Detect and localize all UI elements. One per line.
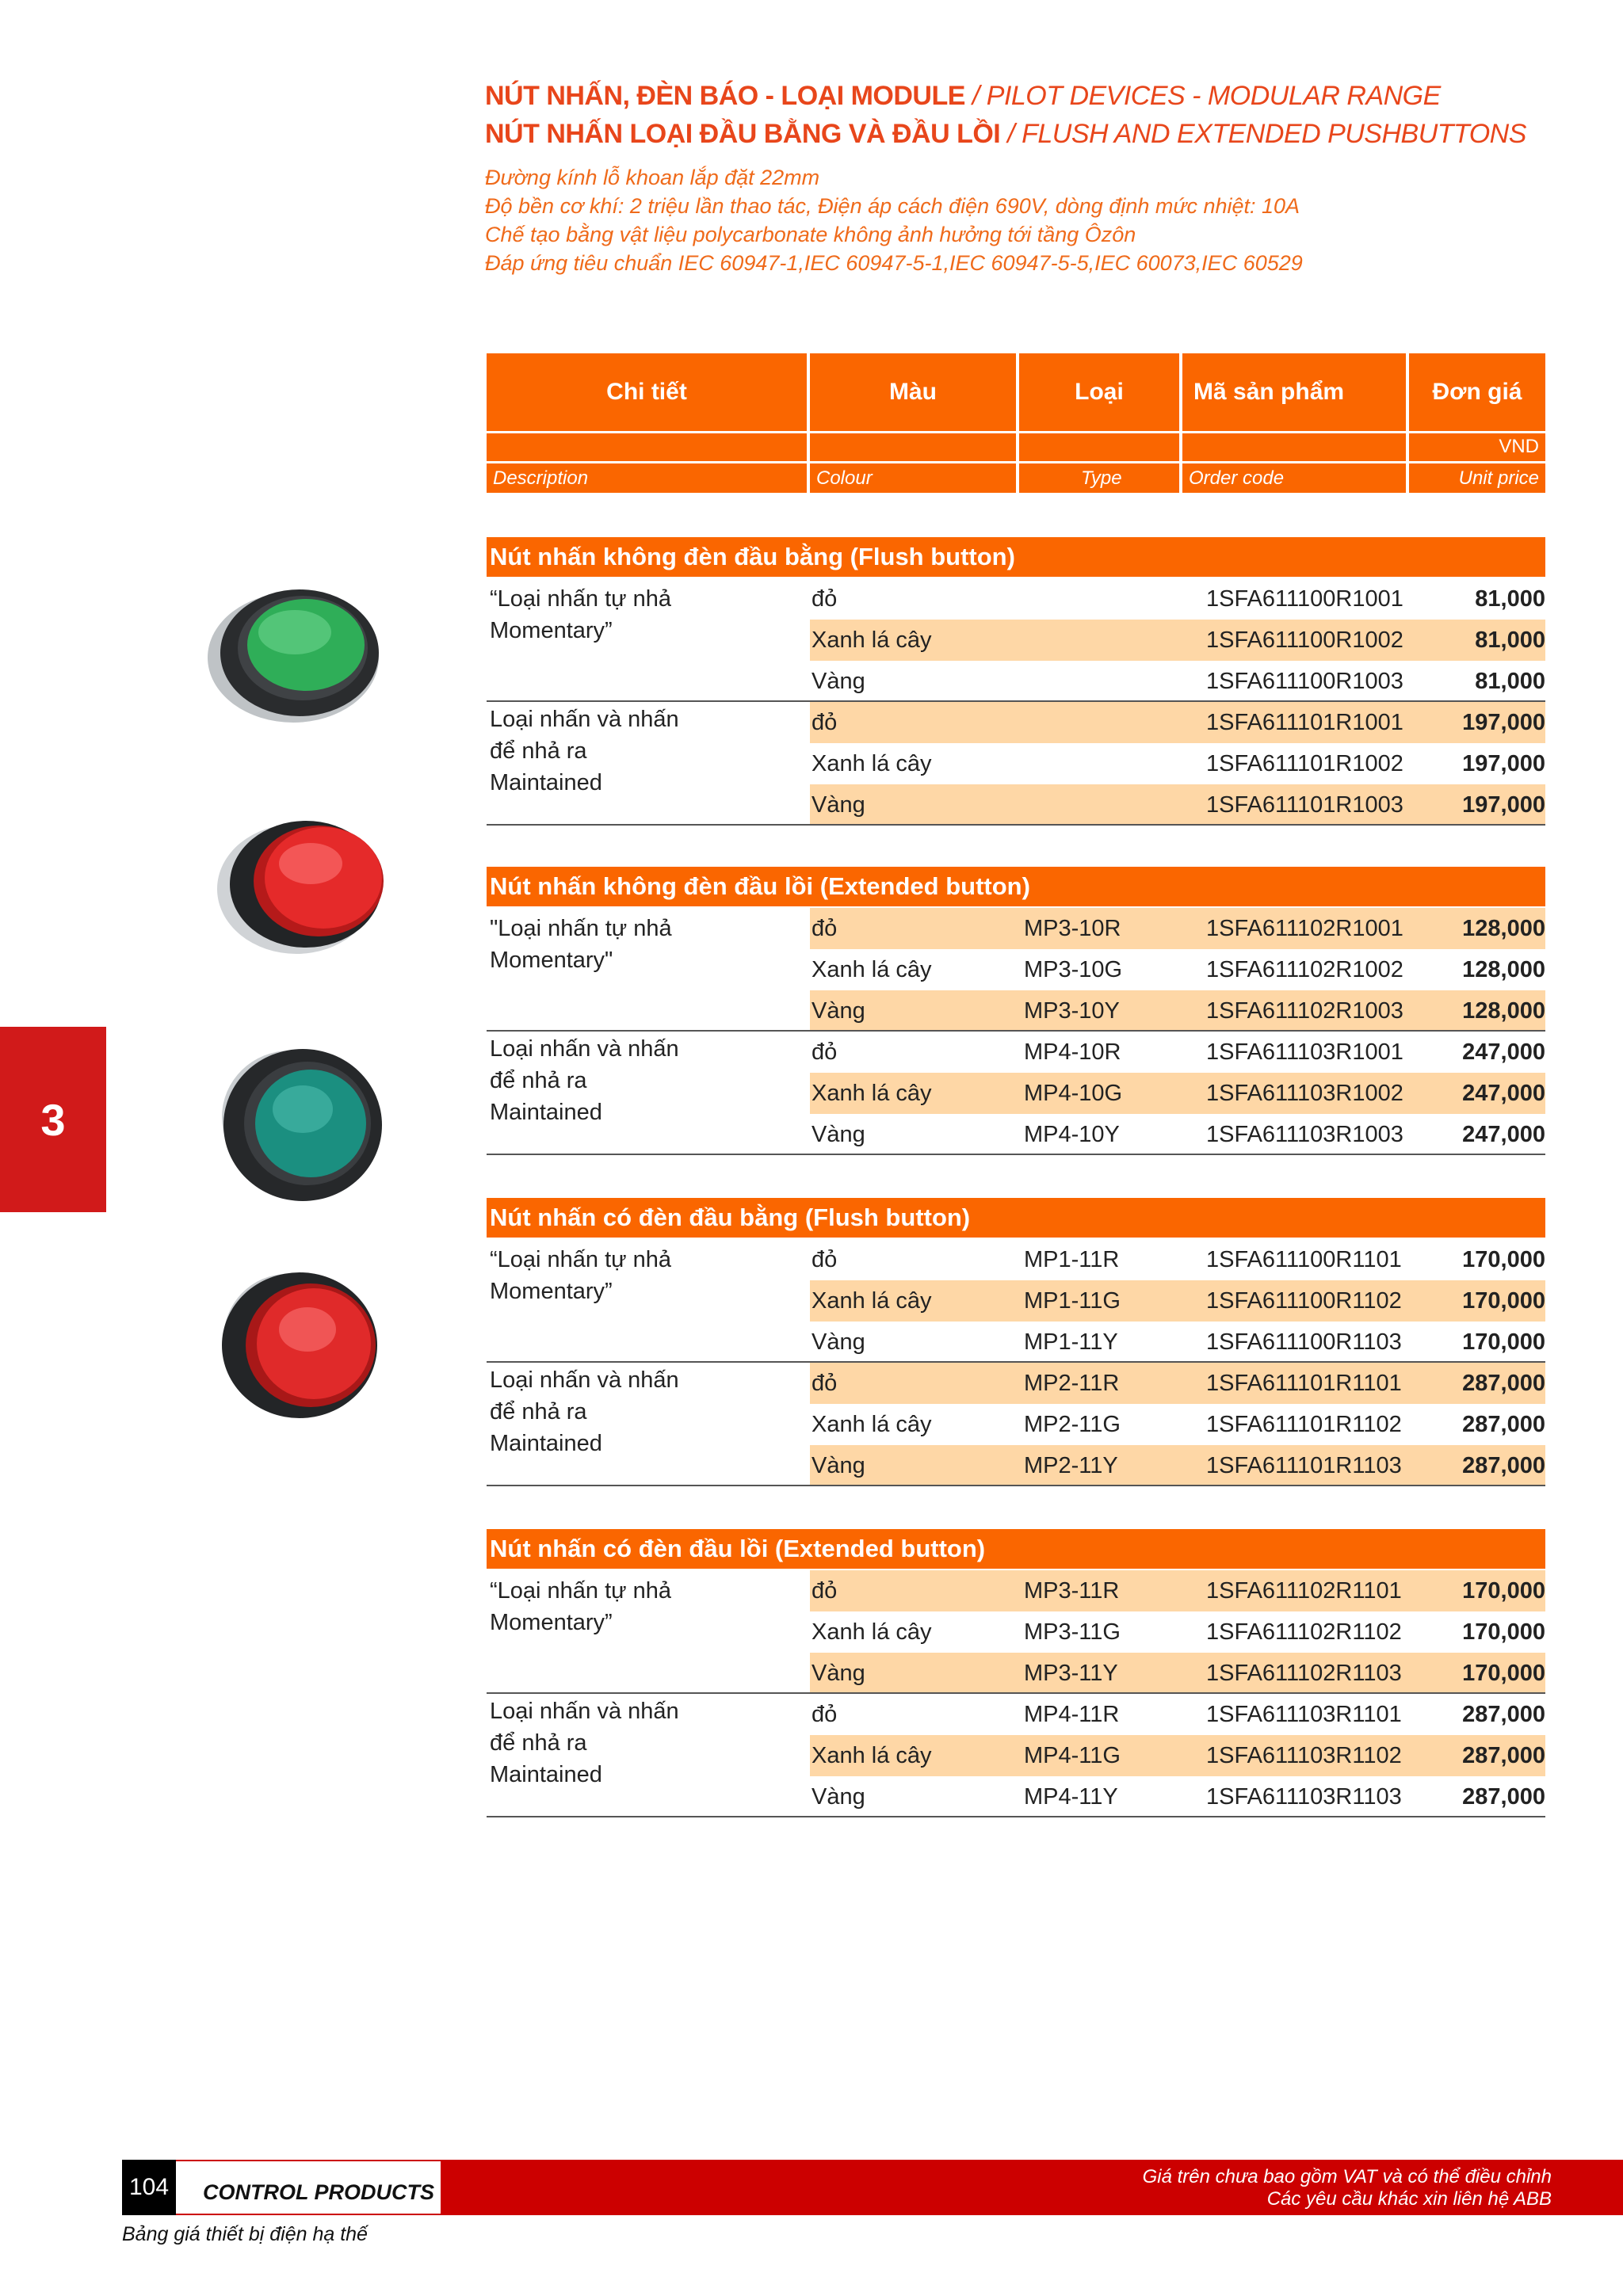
order-code-cell: 1SFA611102R1003 — [1206, 998, 1403, 1024]
group-divider — [487, 1361, 1545, 1363]
page-number: 104 — [122, 2160, 176, 2215]
price-cell: 247,000 — [1462, 1122, 1545, 1147]
price-cell: 287,000 — [1462, 1702, 1545, 1727]
price-cell: 197,000 — [1462, 792, 1545, 818]
colour-cell: Vàng — [812, 998, 865, 1024]
group-divider — [487, 1030, 1545, 1032]
order-code-cell: 1SFA611101R1003 — [1206, 792, 1403, 818]
price-cell: 128,000 — [1462, 957, 1545, 982]
order-code-cell: 1SFA611103R1103 — [1206, 1784, 1402, 1810]
colour-cell: Xanh lá cây — [812, 627, 932, 653]
chapter-tab: 3 — [0, 1027, 106, 1212]
order-code-cell: 1SFA611101R1001 — [1206, 710, 1403, 735]
title-en: / PILOT DEVICES - MODULAR RANGE — [964, 81, 1441, 111]
price-cell: 287,000 — [1462, 1784, 1545, 1810]
type-cell: MP3-10Y — [1024, 998, 1120, 1024]
type-cell: MP4-10Y — [1024, 1122, 1120, 1147]
colour-cell: Xanh lá cây — [812, 1288, 932, 1314]
colour-cell: Vàng — [812, 792, 865, 818]
price-cell: 247,000 — [1462, 1081, 1545, 1106]
order-code-cell: 1SFA611103R1003 — [1206, 1122, 1403, 1147]
price-cell: 170,000 — [1462, 1578, 1545, 1604]
order-code-cell: 1SFA611103R1002 — [1206, 1081, 1403, 1106]
section-title: Nút nhấn có đèn đầu bằng (Flush button) — [487, 1198, 1545, 1238]
header-colour: Màu Colour — [810, 353, 1016, 493]
product-section — [487, 1198, 1545, 1478]
product-section — [487, 1529, 1545, 1810]
price-cell: 81,000 — [1475, 669, 1545, 694]
price-cell: 128,000 — [1462, 998, 1545, 1024]
type-cell: MP3-10R — [1024, 916, 1121, 941]
green-flush-button-image — [200, 569, 390, 727]
row-group-description: “Loại nhấn tự nhả Momentary” — [490, 1247, 672, 1304]
price-cell: 170,000 — [1462, 1661, 1545, 1686]
price-cell: 128,000 — [1462, 916, 1545, 941]
red-illuminated-button-image — [204, 1252, 395, 1434]
order-code-cell: 1SFA611102R1001 — [1206, 916, 1403, 941]
section-bottom-rule — [487, 824, 1545, 826]
section-title: Nút nhấn có đèn đầu lồi (Extended button) — [487, 1529, 1545, 1569]
footer-note — [1143, 2166, 1552, 2210]
section-bottom-rule — [487, 1154, 1545, 1155]
price-cell: 287,000 — [1462, 1412, 1545, 1437]
colour-cell: đỏ — [812, 1247, 838, 1272]
colour-cell: Xanh lá cây — [812, 1743, 932, 1768]
page-subtitle — [485, 119, 1526, 150]
order-code-cell: 1SFA611100R1003 — [1206, 669, 1403, 694]
type-cell: MP4-10R — [1024, 1039, 1121, 1065]
table-header — [487, 353, 1545, 493]
price-cell: 287,000 — [1462, 1743, 1545, 1768]
order-code-cell: 1SFA611101R1102 — [1206, 1412, 1402, 1437]
type-cell: MP1-11R — [1024, 1247, 1120, 1272]
subtitle-vi: NÚT NHẤN LOẠI ĐẦU BẰNG VÀ ĐẦU LỒI — [485, 119, 1001, 149]
colour-cell: Xanh lá cây — [812, 751, 932, 776]
order-code-cell: 1SFA611100R1001 — [1206, 586, 1403, 612]
row-group-description: Loại nhấn và nhấn để nhả ra Maintained — [490, 1036, 679, 1125]
colour-cell: Xanh lá cây — [812, 1081, 932, 1106]
type-cell: MP3-11Y — [1024, 1661, 1118, 1686]
row-group-description: “Loại nhấn tự nhả Momentary” — [490, 1578, 672, 1635]
order-code-cell: 1SFA611102R1103 — [1206, 1661, 1402, 1686]
price-cell: 287,000 — [1462, 1371, 1545, 1396]
colour-cell: đỏ — [812, 1702, 838, 1727]
header-description: Chi tiết Description — [487, 353, 807, 493]
colour-cell: Xanh lá cây — [812, 1412, 932, 1437]
table-row — [487, 990, 1545, 1032]
spec-line: Chế tạo bằng vật liệu polycarbonate không ảnh hưởng tới tầng Ôzôn — [485, 223, 1136, 246]
red-extended-button-image — [208, 795, 398, 962]
colour-cell: đỏ — [812, 710, 838, 735]
table-row — [487, 1322, 1545, 1363]
table-row — [487, 661, 1545, 702]
price-cell: 81,000 — [1475, 627, 1545, 653]
colour-cell: đỏ — [812, 586, 838, 612]
order-code-cell: 1SFA611103R1102 — [1206, 1743, 1402, 1768]
type-cell: MP3-11R — [1024, 1578, 1120, 1604]
order-code-cell: 1SFA611102R1002 — [1206, 957, 1403, 982]
table-row — [487, 1653, 1545, 1694]
colour-cell: Vàng — [812, 669, 865, 694]
colour-cell: Xanh lá cây — [812, 1619, 932, 1645]
type-cell: MP3-10G — [1024, 957, 1123, 982]
type-cell: MP2-11Y — [1024, 1453, 1118, 1478]
order-code-cell: 1SFA611100R1102 — [1206, 1288, 1402, 1314]
colour-cell: Vàng — [812, 1329, 865, 1355]
section-title: Nút nhấn không đèn đầu lồi (Extended button) — [487, 867, 1545, 906]
header-type: Loại Type — [1019, 353, 1179, 493]
order-code-cell: 1SFA611101R1002 — [1206, 751, 1403, 776]
order-code-cell: 1SFA611100R1101 — [1206, 1247, 1402, 1272]
spec-line: Độ bền cơ khí: 2 triệu lần thao tác, Điện áp cách điện 690V, dòng định mức nhiệt: 10A — [485, 194, 1300, 218]
spec-line: Đáp ứng tiêu chuẩn IEC 60947-1,IEC 60947-5-1,IEC 60947-5-5,IEC 60073,IEC 60529 — [485, 251, 1303, 275]
order-code-cell: 1SFA611102R1101 — [1206, 1578, 1402, 1604]
row-group-description: Loại nhấn và nhấn để nhả ra Maintained — [490, 1367, 679, 1456]
type-cell: MP1-11Y — [1024, 1329, 1118, 1355]
type-cell: MP2-11G — [1024, 1412, 1121, 1437]
row-group-description: Loại nhấn và nhấn để nhả ra Maintained — [490, 1699, 679, 1787]
type-cell: MP4-11G — [1024, 1743, 1121, 1768]
colour-cell: Vàng — [812, 1453, 865, 1478]
title-vi: NÚT NHẤN, ĐÈN BÁO - LOẠI MODULE — [485, 81, 965, 111]
footer-note-line: Các yêu cầu khác xin liên hệ ABB — [1266, 2188, 1552, 2210]
order-code-cell: 1SFA611100R1002 — [1206, 627, 1403, 653]
price-cell: 170,000 — [1462, 1619, 1545, 1645]
page-title — [485, 81, 1441, 112]
type-cell: MP2-11R — [1024, 1371, 1120, 1396]
green-illuminated-button-image — [204, 1030, 395, 1220]
spec-line: Đường kính lỗ khoan lắp đặt 22mm — [485, 166, 820, 189]
type-cell: MP4-11Y — [1024, 1784, 1118, 1810]
product-section — [487, 867, 1545, 1147]
colour-cell: Vàng — [812, 1661, 865, 1686]
order-code-cell: 1SFA611103R1001 — [1206, 1039, 1403, 1065]
order-code-cell: 1SFA611102R1102 — [1206, 1619, 1402, 1645]
colour-cell: Xanh lá cây — [812, 957, 932, 982]
type-cell: MP3-11G — [1024, 1619, 1121, 1645]
price-cell: 170,000 — [1462, 1329, 1545, 1355]
colour-cell: đỏ — [812, 1578, 838, 1604]
colour-cell: Vàng — [812, 1784, 865, 1810]
row-group-description: "Loại nhấn tự nhả Momentary" — [490, 916, 672, 973]
row-group-description: “Loại nhấn tự nhả Momentary” — [490, 586, 672, 643]
group-divider — [487, 1692, 1545, 1694]
header-code: Mã sản phẩm Order code — [1182, 353, 1406, 493]
section-bottom-rule — [487, 1485, 1545, 1486]
order-code-cell: 1SFA611101R1103 — [1206, 1453, 1402, 1478]
colour-cell: Vàng — [812, 1122, 865, 1147]
price-cell: 197,000 — [1462, 751, 1545, 776]
footer-section-title: CONTROL PRODUCTS — [176, 2161, 441, 2214]
colour-cell: đỏ — [812, 1039, 838, 1065]
footer-subtitle: Bảng giá thiết bị điện hạ thế — [122, 2223, 368, 2245]
colour-cell: đỏ — [812, 1371, 838, 1396]
type-cell: MP4-11R — [1024, 1702, 1120, 1727]
order-code-cell: 1SFA611100R1103 — [1206, 1329, 1402, 1355]
section-bottom-rule — [487, 1816, 1545, 1817]
price-cell: 197,000 — [1462, 710, 1545, 735]
product-section — [487, 537, 1545, 818]
group-divider — [487, 700, 1545, 702]
footer-note-line: Giá trên chưa bao gồm VAT và có thể điều chỉnh — [1142, 2166, 1552, 2187]
price-cell: 81,000 — [1475, 586, 1545, 612]
price-cell: 170,000 — [1462, 1288, 1545, 1314]
type-cell: MP4-10G — [1024, 1081, 1123, 1106]
section-title: Nút nhấn không đèn đầu bằng (Flush button) — [487, 537, 1545, 577]
header-price: Đơn giá VND Unit price — [1409, 353, 1545, 493]
order-code-cell: 1SFA611103R1101 — [1206, 1702, 1402, 1727]
colour-cell: đỏ — [812, 916, 838, 941]
spec-list — [485, 163, 1303, 277]
price-cell: 170,000 — [1462, 1247, 1545, 1272]
row-group-description: Loại nhấn và nhấn để nhả ra Maintained — [490, 707, 679, 795]
order-code-cell: 1SFA611101R1101 — [1206, 1371, 1402, 1396]
price-cell: 247,000 — [1462, 1039, 1545, 1065]
price-cell: 287,000 — [1462, 1453, 1545, 1478]
type-cell: MP1-11G — [1024, 1288, 1121, 1314]
subtitle-en: / FLUSH AND EXTENDED PUSHBUTTONS — [1000, 119, 1526, 149]
